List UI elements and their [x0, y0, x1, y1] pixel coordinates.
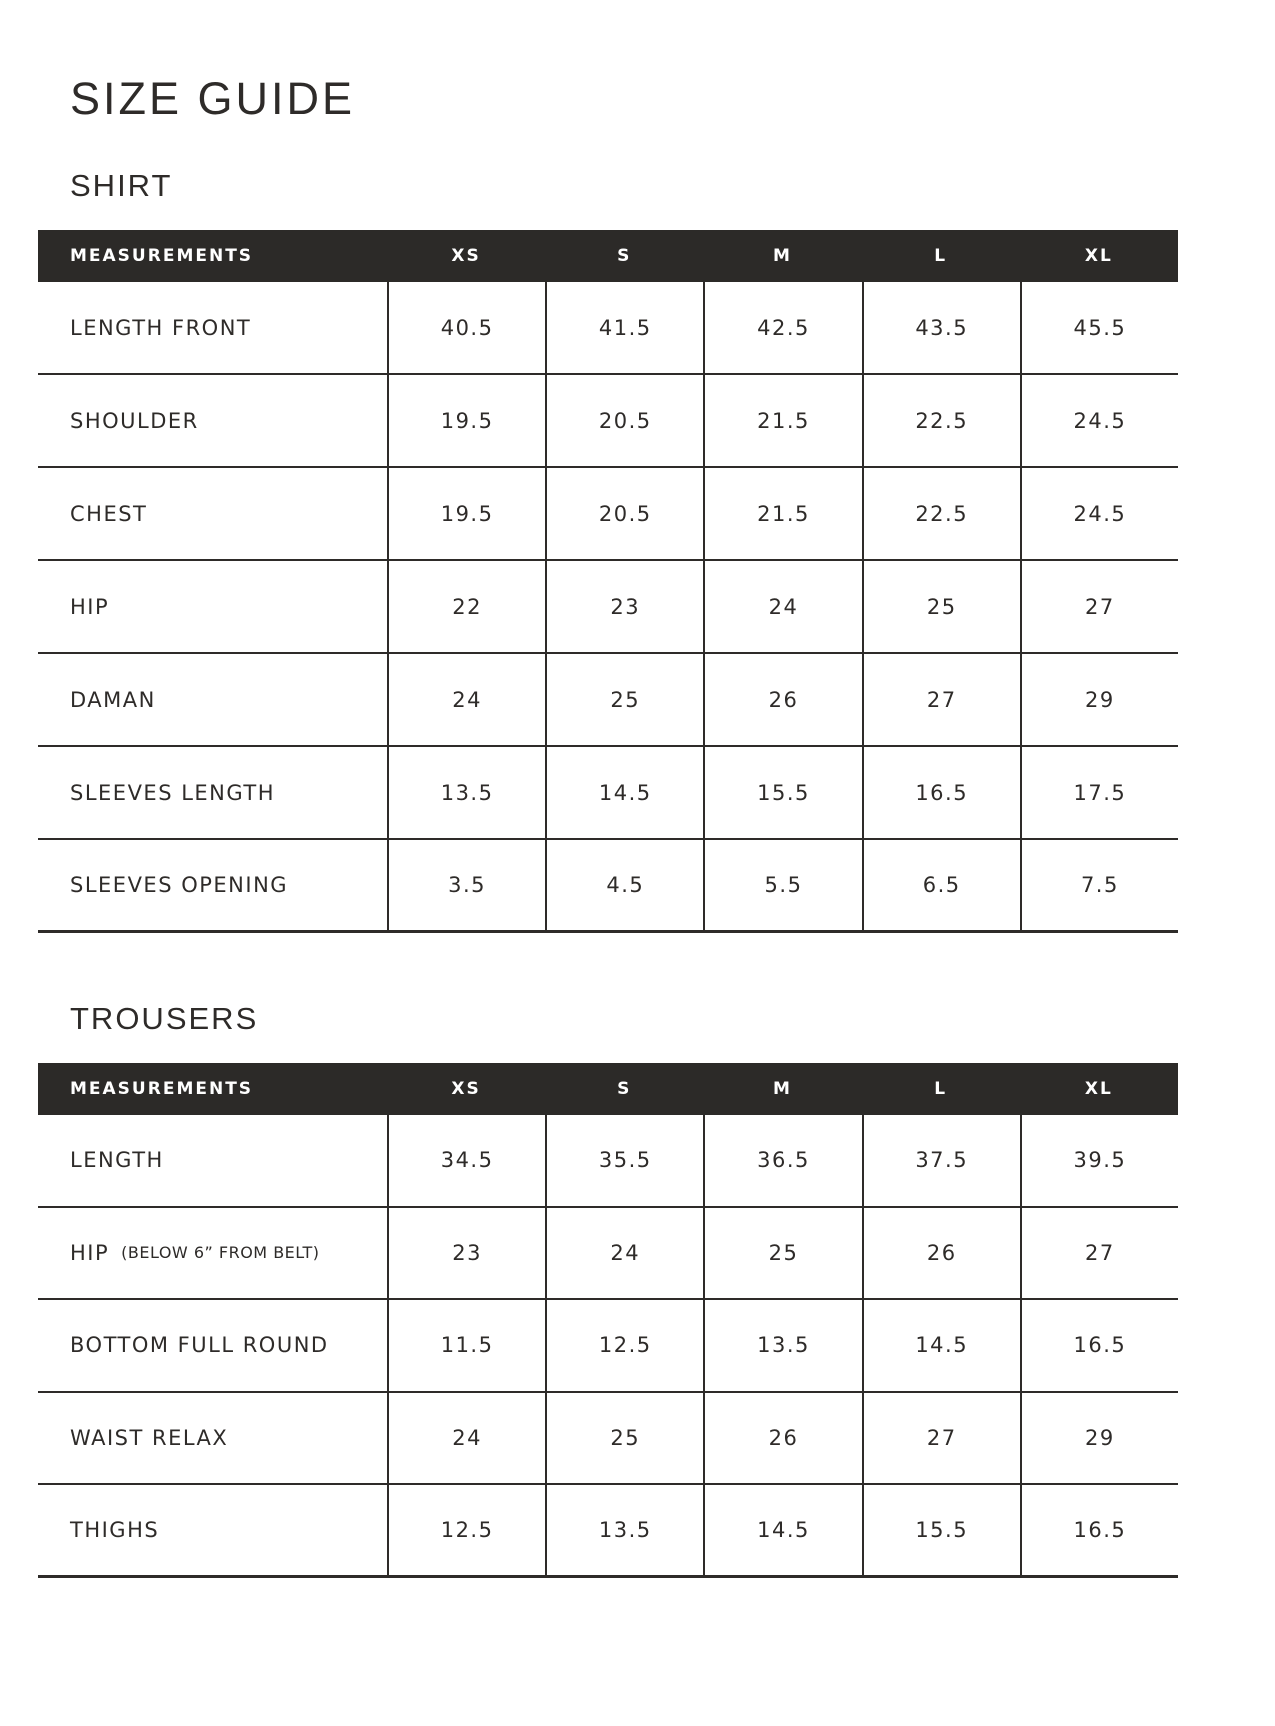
value-cell: 21.5	[703, 468, 861, 559]
table-row-sleeves-opening	[38, 840, 1178, 933]
value-cell: 14.5	[862, 1300, 1020, 1391]
table-row-sleeves-length	[38, 747, 1178, 840]
section-heading-trousers: TROUSERS	[70, 1001, 259, 1036]
value-cell: 29	[1020, 1393, 1178, 1484]
value-cell: 23	[545, 561, 703, 652]
row-label: SHOULDER	[70, 408, 199, 433]
value-cell: 16.5	[1020, 1485, 1178, 1575]
value-cell: 4.5	[545, 840, 703, 930]
row-label: LENGTH FRONT	[70, 315, 252, 340]
value-cell: 19.5	[387, 468, 545, 559]
value-cell: 27	[1020, 561, 1178, 652]
value-cell: 36.5	[703, 1115, 861, 1206]
value-cell: 39.5	[1020, 1115, 1178, 1206]
value-cell: 34.5	[387, 1115, 545, 1206]
trousers-size-table	[38, 1063, 1178, 1578]
section-heading-shirt: SHIRT	[70, 168, 173, 203]
value-cell: 24.5	[1020, 468, 1178, 559]
value-cell: 22	[387, 561, 545, 652]
value-cell: 24	[387, 654, 545, 745]
value-cell: 24	[703, 561, 861, 652]
value-cell: 42.5	[703, 282, 861, 373]
table-row-hip	[38, 561, 1178, 654]
value-cell: 19.5	[387, 375, 545, 466]
value-cell: 25	[545, 654, 703, 745]
value-cell: 37.5	[862, 1115, 1020, 1206]
value-cell: 12.5	[545, 1300, 703, 1391]
value-cell: 21.5	[703, 375, 861, 466]
row-label: THIGHS	[70, 1518, 160, 1543]
value-cell: 5.5	[703, 840, 861, 930]
value-cell: 24	[387, 1393, 545, 1484]
value-cell: 25	[545, 1393, 703, 1484]
row-label-note: (BELOW 6” FROM BELT)	[121, 1243, 320, 1263]
table-row-length	[38, 1115, 1178, 1208]
value-cell: 3.5	[387, 840, 545, 930]
value-cell: 26	[862, 1208, 1020, 1299]
table-row-hip-below-belt	[38, 1208, 1178, 1301]
value-cell: 27	[862, 654, 1020, 745]
header-cell-measurements: MEASUREMENTS	[70, 246, 254, 266]
table-row-daman	[38, 654, 1178, 747]
table-row-waist-relax	[38, 1393, 1178, 1486]
value-cell: 26	[703, 654, 861, 745]
row-label: SLEEVES LENGTH	[70, 780, 276, 805]
value-cell: 13.5	[387, 747, 545, 838]
value-cell: 41.5	[545, 282, 703, 373]
value-cell: 27	[862, 1393, 1020, 1484]
table-row-length-front	[38, 282, 1178, 375]
table-row-shoulder	[38, 375, 1178, 468]
header-cell-l: L	[934, 246, 948, 266]
row-label: DAMAN	[70, 687, 156, 712]
header-cell-measurements: MEASUREMENTS	[70, 1079, 254, 1099]
value-cell: 17.5	[1020, 747, 1178, 838]
row-label: HIP	[70, 594, 110, 619]
value-cell: 45.5	[1020, 282, 1178, 373]
page-title: SIZE GUIDE	[70, 73, 356, 124]
row-label: CHEST	[70, 501, 148, 526]
value-cell: 16.5	[862, 747, 1020, 838]
value-cell: 22.5	[862, 468, 1020, 559]
header-cell-xl: XL	[1084, 246, 1113, 266]
value-cell: 24	[545, 1208, 703, 1299]
value-cell: 12.5	[387, 1485, 545, 1575]
row-label: SLEEVES OPENING	[70, 873, 289, 897]
value-cell: 15.5	[703, 747, 861, 838]
value-cell: 25	[862, 561, 1020, 652]
value-cell: 14.5	[545, 747, 703, 838]
value-cell: 35.5	[545, 1115, 703, 1206]
value-cell: 14.5	[703, 1485, 861, 1575]
value-cell: 20.5	[545, 468, 703, 559]
header-cell-m: M	[773, 1079, 792, 1099]
value-cell: 13.5	[545, 1485, 703, 1575]
value-cell: 6.5	[862, 840, 1020, 930]
value-cell: 11.5	[387, 1300, 545, 1391]
row-label-main: HIP	[70, 1240, 110, 1265]
value-cell: 29	[1020, 654, 1178, 745]
row-label: LENGTH	[70, 1148, 164, 1173]
value-cell: 26	[703, 1393, 861, 1484]
shirt-size-table	[38, 230, 1178, 933]
row-label: WAIST RELAX	[70, 1426, 229, 1451]
value-cell: 40.5	[387, 282, 545, 373]
value-cell: 15.5	[862, 1485, 1020, 1575]
value-cell: 23	[387, 1208, 545, 1299]
value-cell: 24.5	[1020, 375, 1178, 466]
table-row-thighs	[38, 1485, 1178, 1578]
header-cell-m: M	[773, 246, 792, 266]
row-label	[38, 1208, 387, 1299]
header-cell-xl: XL	[1084, 1079, 1113, 1099]
table-row-bottom-full-round	[38, 1300, 1178, 1393]
value-cell: 43.5	[862, 282, 1020, 373]
value-cell: 20.5	[545, 375, 703, 466]
shirt-table-header-row	[38, 230, 1178, 282]
header-cell-s: S	[617, 246, 632, 266]
value-cell: 25	[703, 1208, 861, 1299]
table-row-chest	[38, 468, 1178, 561]
value-cell: 13.5	[703, 1300, 861, 1391]
value-cell: 16.5	[1020, 1300, 1178, 1391]
header-cell-xs: XS	[451, 1079, 481, 1099]
value-cell: 22.5	[862, 375, 1020, 466]
value-cell: 7.5	[1020, 840, 1178, 930]
header-cell-l: L	[934, 1079, 948, 1099]
row-label: BOTTOM FULL ROUND	[70, 1333, 329, 1358]
header-cell-s: S	[617, 1079, 632, 1099]
trousers-table-header-row	[38, 1063, 1178, 1115]
header-cell-xs: XS	[451, 246, 481, 266]
value-cell: 27	[1020, 1208, 1178, 1299]
